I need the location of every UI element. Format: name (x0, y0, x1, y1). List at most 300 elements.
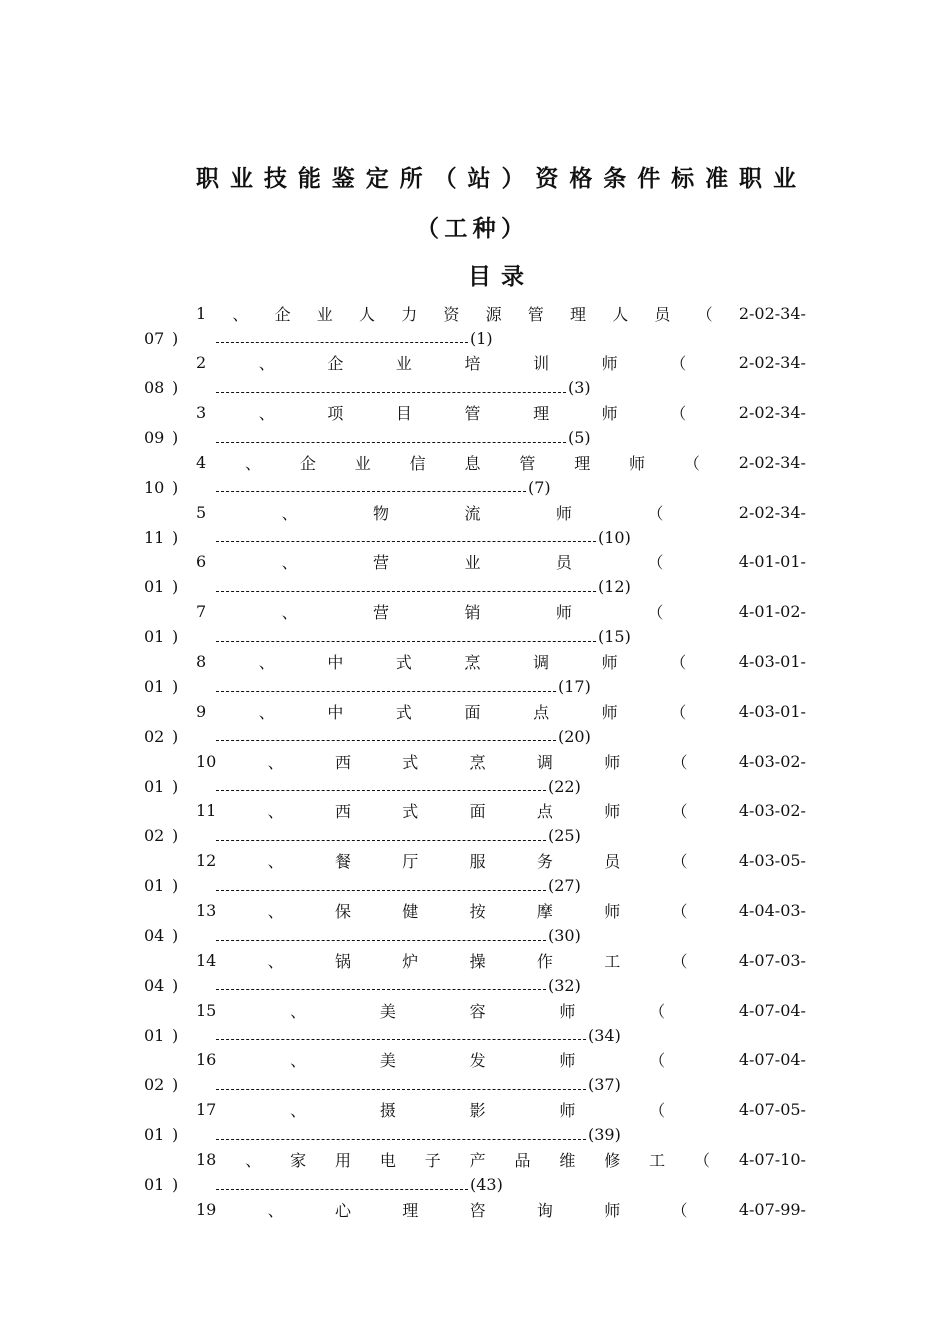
toc-entry-line (196, 900, 806, 922)
entry-code-tail: 02 (144, 1075, 165, 1095)
title-char: 能 (297, 165, 321, 192)
entry-name-char: 烹 (469, 752, 486, 772)
dot-leader (216, 333, 468, 343)
toc-entry-continuation (144, 1124, 621, 1146)
title-char: 准 (705, 165, 729, 192)
entry-page-number: (1) (470, 328, 493, 348)
entry-name-char: 企 (299, 453, 316, 473)
toc-entry[interactable] (0, 300, 950, 350)
entry-page-number: (27) (548, 876, 581, 896)
dot-leader (216, 682, 556, 692)
toc-entry-continuation (144, 974, 581, 996)
entry-code-tail: 01 (144, 1025, 165, 1045)
entry-number: 1 (196, 303, 207, 323)
title-char: 所 (399, 165, 423, 192)
title-char: 标 (671, 165, 695, 192)
entry-page-number: (39) (588, 1125, 621, 1145)
toc-entry-line (196, 800, 806, 822)
close-paren: ) (172, 876, 179, 896)
toc-entry[interactable] (0, 599, 950, 649)
close-paren: ) (172, 1025, 179, 1045)
open-paren: （ (647, 503, 664, 523)
close-paren: ) (172, 328, 179, 348)
entry-number: 9 (196, 701, 207, 721)
open-paren: （ (671, 852, 688, 872)
close-paren: ) (172, 975, 179, 995)
toc-entry-continuation (144, 476, 551, 498)
entry-name-char: 面 (464, 702, 481, 722)
entry-name-char: 锅 (334, 951, 351, 971)
open-paren: （ (696, 304, 713, 324)
dot-leader (216, 1080, 586, 1090)
entry-code-tail: 02 (144, 726, 165, 746)
entry-name-char: 点 (533, 702, 550, 722)
entry-name-char: 师 (601, 354, 618, 374)
entry-name-char: 修 (604, 1151, 621, 1171)
entry-code: 4-03-01- (738, 652, 806, 672)
entry-code: 4-07-04- (738, 1050, 806, 1070)
entry-code: 4-07-99- (738, 1199, 806, 1219)
entry-page-number: (7) (528, 477, 551, 497)
entry-code-tail: 07 (144, 328, 165, 348)
dot-leader (216, 1180, 468, 1190)
entry-name-char: 心 (334, 1200, 351, 1220)
toc-entry-line (196, 850, 806, 872)
toc-entry[interactable] (0, 898, 950, 948)
entry-code-tail: 10 (144, 477, 165, 497)
dot-leader (216, 1030, 586, 1040)
entry-number: 4 (196, 452, 207, 472)
close-paren: ) (172, 1125, 179, 1145)
open-paren: （ (693, 1151, 710, 1171)
entry-name-char: 摩 (536, 902, 553, 922)
entry-code: 4-01-01- (738, 552, 806, 572)
open-paren: （ (671, 951, 688, 971)
entry-separator: 、 (258, 404, 275, 424)
toc-entry-line (196, 551, 806, 573)
entry-name-char: 师 (604, 1200, 621, 1220)
toc-entry[interactable] (0, 499, 950, 549)
dot-leader (216, 831, 546, 841)
subtitle-char: （ (416, 215, 439, 242)
entry-page-number: (34) (588, 1025, 621, 1045)
open-paren: （ (649, 1001, 666, 1021)
toc-entry-continuation (144, 1074, 621, 1096)
entry-code: 4-03-01- (738, 701, 806, 721)
entry-number: 19 (196, 1199, 217, 1219)
toc-entry[interactable] (0, 848, 950, 898)
heading-char: 录 (501, 263, 524, 290)
entry-number: 2 (196, 353, 207, 373)
entry-code-tail: 01 (144, 876, 165, 896)
toc-entry[interactable] (0, 449, 950, 499)
toc-entry-line (196, 501, 806, 523)
entry-name-char: 调 (533, 653, 550, 673)
entry-number: 5 (196, 502, 207, 522)
toc-entry[interactable] (0, 400, 950, 450)
entry-name-char: 企 (327, 354, 344, 374)
entry-separator: 、 (281, 553, 298, 573)
entry-code: 4-01-02- (738, 602, 806, 622)
entry-name-char: 面 (469, 802, 486, 822)
entry-name-char: 师 (629, 453, 646, 473)
entry-code: 4-07-04- (738, 1000, 806, 1020)
toc-entry[interactable] (0, 1097, 950, 1147)
dot-leader (216, 482, 526, 492)
title-char: 格 (569, 165, 593, 192)
entry-separator: 、 (258, 354, 275, 374)
entry-number: 7 (196, 602, 207, 622)
entry-separator: 、 (258, 653, 275, 673)
entry-separator: 、 (290, 1101, 307, 1121)
entry-separator: 、 (267, 852, 284, 872)
title-char: 业 (772, 165, 796, 192)
toc-entry[interactable] (0, 947, 950, 997)
entry-name-char: 力 (401, 304, 418, 324)
entry-code: 4-04-03- (738, 901, 806, 921)
toc-entry-line (196, 1198, 806, 1220)
entry-name-char: 美 (379, 1051, 396, 1071)
toc-entry-line (196, 302, 806, 324)
entry-name-char: 流 (464, 503, 481, 523)
toc-entry-line (196, 1099, 806, 1121)
close-paren: ) (172, 378, 179, 398)
entry-number: 10 (196, 751, 217, 771)
toc-entry[interactable] (0, 698, 950, 748)
close-paren: ) (172, 677, 179, 697)
entry-code: 2-02-34- (738, 353, 806, 373)
entry-name-char: 管 (464, 404, 481, 424)
entry-name-char: 息 (464, 453, 481, 473)
entry-code-tail: 09 (144, 428, 165, 448)
entry-name-char: 训 (533, 354, 550, 374)
entry-name-char: 家 (290, 1151, 307, 1171)
entry-page-number: (22) (548, 776, 581, 796)
entry-name-char: 操 (469, 951, 486, 971)
entry-name-char: 摄 (379, 1101, 396, 1121)
entry-code-tail: 01 (144, 627, 165, 647)
entry-name-char: 询 (536, 1200, 553, 1220)
toc-entry-continuation (144, 825, 581, 847)
entry-code: 2-02-34- (738, 452, 806, 472)
open-paren: （ (671, 802, 688, 822)
open-paren: （ (671, 902, 688, 922)
entry-name-char: 信 (409, 453, 426, 473)
entry-name-char: 理 (533, 404, 550, 424)
entry-separator: 、 (245, 453, 262, 473)
entry-name-char: 电 (379, 1151, 396, 1171)
title-char: 站 (467, 165, 491, 192)
document-title (196, 160, 796, 192)
entry-page-number: (12) (598, 577, 631, 597)
toc-entry[interactable] (0, 350, 950, 400)
entry-number: 6 (196, 552, 207, 572)
toc-entry-continuation (144, 925, 581, 947)
toc-entry[interactable] (0, 1147, 950, 1197)
entry-name-char: 师 (601, 702, 618, 722)
entry-number: 11 (196, 801, 217, 821)
entry-code-tail: 01 (144, 1125, 165, 1145)
entry-page-number: (25) (548, 826, 581, 846)
entry-name-char: 按 (469, 902, 486, 922)
entry-name-char: 师 (555, 603, 572, 623)
toc-entry-line (196, 651, 806, 673)
entry-name-char: 西 (334, 752, 351, 772)
toc-entry[interactable] (0, 1196, 950, 1246)
entry-separator: 、 (290, 1001, 307, 1021)
entry-name-char: 式 (402, 802, 419, 822)
entry-code-tail: 04 (144, 926, 165, 946)
title-char: 职 (196, 165, 219, 192)
toc-entry[interactable] (0, 549, 950, 599)
entry-name-char: 师 (559, 1001, 576, 1021)
open-paren: （ (670, 404, 687, 424)
entry-name-char: 培 (464, 354, 481, 374)
entry-page-number: (3) (568, 378, 591, 398)
close-paren: ) (172, 577, 179, 597)
entry-code: 2-02-34- (738, 502, 806, 522)
entry-name-char: 调 (536, 752, 553, 772)
entry-separator: 、 (267, 752, 284, 772)
entry-code-tail: 01 (144, 577, 165, 597)
dot-leader (216, 980, 546, 990)
entry-page-number: (32) (548, 975, 581, 995)
toc-entry-line (196, 949, 806, 971)
close-paren: ) (172, 627, 179, 647)
entry-name-char: 人 (612, 304, 629, 324)
dot-leader (216, 881, 546, 891)
entry-number: 17 (196, 1100, 217, 1120)
open-paren: （ (671, 1200, 688, 1220)
subtitle-char: 种 (472, 215, 496, 242)
entry-name-char: 厅 (402, 852, 419, 872)
entry-name-char: 师 (601, 404, 618, 424)
toc-entry-continuation (144, 1174, 503, 1196)
subtitle-char: 工 (444, 215, 468, 242)
open-paren: （ (647, 553, 664, 573)
entry-number: 3 (196, 403, 207, 423)
toc-entry-continuation (144, 526, 631, 548)
toc-entry-line (196, 1049, 806, 1071)
entry-name-char: 业 (354, 453, 371, 473)
title-char: 定 (365, 165, 389, 192)
entry-name-char: 美 (379, 1001, 396, 1021)
title-char: 条 (603, 165, 627, 192)
entry-name-char: 员 (555, 553, 572, 573)
entry-name-char: 作 (536, 951, 553, 971)
toc-entry[interactable] (0, 649, 950, 699)
toc-entry-continuation (144, 875, 581, 897)
entry-page-number: (37) (588, 1075, 621, 1095)
toc-entry-continuation (144, 377, 591, 399)
entry-name-char: 烹 (464, 653, 481, 673)
entry-name-char: 式 (395, 702, 412, 722)
toc-entry[interactable] (0, 798, 950, 848)
entry-name-char: 物 (373, 503, 390, 523)
entry-name-char: 员 (604, 852, 621, 872)
entry-code: 4-07-05- (738, 1100, 806, 1120)
entry-name-char: 营 (373, 603, 390, 623)
entry-name-char: 师 (604, 802, 621, 822)
entry-name-char: 容 (469, 1001, 486, 1021)
entry-number: 13 (196, 901, 217, 921)
toc-entry-continuation (144, 775, 581, 797)
entry-code-tail: 11 (144, 527, 165, 547)
entry-name-char: 业 (395, 354, 412, 374)
entry-code: 4-03-02- (738, 751, 806, 771)
heading-char: 目 (468, 263, 491, 290)
entry-separator: 、 (267, 1200, 284, 1220)
entry-name-char: 发 (469, 1051, 486, 1071)
entry-code: 4-07-03- (738, 950, 806, 970)
entry-name-char: 目 (395, 404, 412, 424)
entry-page-number: (20) (558, 726, 591, 746)
entry-name-char: 产 (469, 1151, 486, 1171)
entry-name-char: 品 (514, 1151, 531, 1171)
toc-entry-line (196, 750, 806, 772)
entry-separator: 、 (281, 503, 298, 523)
entry-name-char: 健 (402, 902, 419, 922)
entry-code-tail: 02 (144, 826, 165, 846)
entry-page-number: (15) (598, 627, 631, 647)
entry-name-char: 管 (527, 304, 544, 324)
open-paren: （ (647, 603, 664, 623)
dot-leader (216, 433, 566, 443)
entry-name-char: 销 (464, 603, 481, 623)
open-paren: （ (649, 1101, 666, 1121)
toc-entry-line (196, 700, 806, 722)
entry-separator: 、 (232, 304, 249, 324)
dot-leader (216, 632, 596, 642)
entry-name-char: 式 (402, 752, 419, 772)
entry-number: 14 (196, 950, 217, 970)
toc-entry-line (196, 601, 806, 623)
entry-name-char: 营 (373, 553, 390, 573)
entry-name-char: 源 (485, 304, 502, 324)
entry-name-char: 业 (316, 304, 333, 324)
entry-name-char: 工 (649, 1151, 666, 1171)
entry-name-char: 中 (327, 653, 344, 673)
toc-entry-continuation (144, 626, 631, 648)
toc-entry-continuation (144, 327, 493, 349)
entry-name-char: 式 (395, 653, 412, 673)
entry-name-char: 管 (519, 453, 536, 473)
entry-separator: 、 (258, 702, 275, 722)
entry-code: 2-02-34- (738, 403, 806, 423)
entry-code-tail: 08 (144, 378, 165, 398)
dot-leader (216, 781, 546, 791)
entry-page-number: (5) (568, 428, 591, 448)
entry-code-tail: 04 (144, 975, 165, 995)
toc-entry-continuation (144, 1024, 621, 1046)
close-paren: ) (172, 477, 179, 497)
dot-leader (216, 582, 596, 592)
title-char: 技 (263, 165, 287, 192)
entry-separator: 、 (290, 1051, 307, 1071)
entry-number: 15 (196, 1000, 217, 1020)
title-char: （ (433, 165, 457, 192)
entry-name-char: 项 (327, 404, 344, 424)
toc-entry[interactable] (0, 1047, 950, 1097)
entry-name-char: 师 (604, 902, 621, 922)
entry-name-char: 师 (559, 1051, 576, 1071)
entry-separator: 、 (281, 603, 298, 623)
toc-entry-line (196, 352, 806, 374)
entry-name-char: 西 (334, 802, 351, 822)
entry-name-char: 影 (469, 1101, 486, 1121)
entry-name-char: 维 (559, 1151, 576, 1171)
entry-name-char: 业 (464, 553, 481, 573)
toc-heading (468, 258, 524, 290)
open-paren: （ (649, 1051, 666, 1071)
close-paren: ) (172, 826, 179, 846)
entry-name-char: 点 (536, 802, 553, 822)
entry-name-char: 炉 (402, 951, 419, 971)
toc-entry-continuation (144, 676, 591, 698)
entry-name-char: 理 (570, 304, 587, 324)
entry-name-char: 人 (358, 304, 375, 324)
entry-page-number: (17) (558, 677, 591, 697)
open-paren: （ (683, 453, 700, 473)
entry-separator: 、 (245, 1151, 262, 1171)
entry-name-char: 师 (555, 503, 572, 523)
entry-separator: 、 (267, 802, 284, 822)
close-paren: ) (172, 428, 179, 448)
entry-name-char: 保 (334, 902, 351, 922)
subtitle-char: ） (500, 215, 524, 242)
close-paren: ) (172, 726, 179, 746)
open-paren: （ (670, 653, 687, 673)
table-of-contents (0, 300, 950, 1246)
title-char: 资 (535, 165, 559, 192)
entry-page-number: (30) (548, 926, 581, 946)
dot-leader (216, 731, 556, 741)
dot-leader (216, 931, 546, 941)
entry-separator: 、 (267, 951, 284, 971)
entry-name-char: 企 (274, 304, 291, 324)
entry-name-char: 中 (327, 702, 344, 722)
toc-entry[interactable] (0, 997, 950, 1047)
entry-name-char: 用 (334, 1151, 351, 1171)
entry-code: 4-07-10- (738, 1150, 806, 1170)
entry-code-tail: 01 (144, 776, 165, 796)
close-paren: ) (172, 1175, 179, 1195)
entry-name-char: 务 (536, 852, 553, 872)
title-char: 职 (739, 165, 762, 192)
open-paren: （ (670, 354, 687, 374)
open-paren: （ (670, 702, 687, 722)
open-paren: （ (671, 752, 688, 772)
toc-entry-line (196, 1149, 806, 1171)
entry-name-char: 师 (601, 653, 618, 673)
entry-number: 8 (196, 652, 207, 672)
toc-entry-line (196, 451, 806, 473)
entry-name-char: 理 (402, 1200, 419, 1220)
toc-entry-continuation (144, 725, 591, 747)
entry-code: 4-03-05- (738, 851, 806, 871)
title-char: 业 (229, 165, 253, 192)
toc-entry[interactable] (0, 748, 950, 798)
entry-page-number: (43) (470, 1175, 503, 1195)
title-char: 鉴 (331, 165, 355, 192)
entry-number: 16 (196, 1050, 217, 1070)
entry-name-char: 资 (443, 304, 460, 324)
entry-name-char: 咨 (469, 1200, 486, 1220)
toc-entry-line (196, 999, 806, 1021)
title-char: ） (501, 165, 525, 192)
entry-page-number: (10) (598, 527, 631, 547)
entry-name-char: 师 (604, 752, 621, 772)
